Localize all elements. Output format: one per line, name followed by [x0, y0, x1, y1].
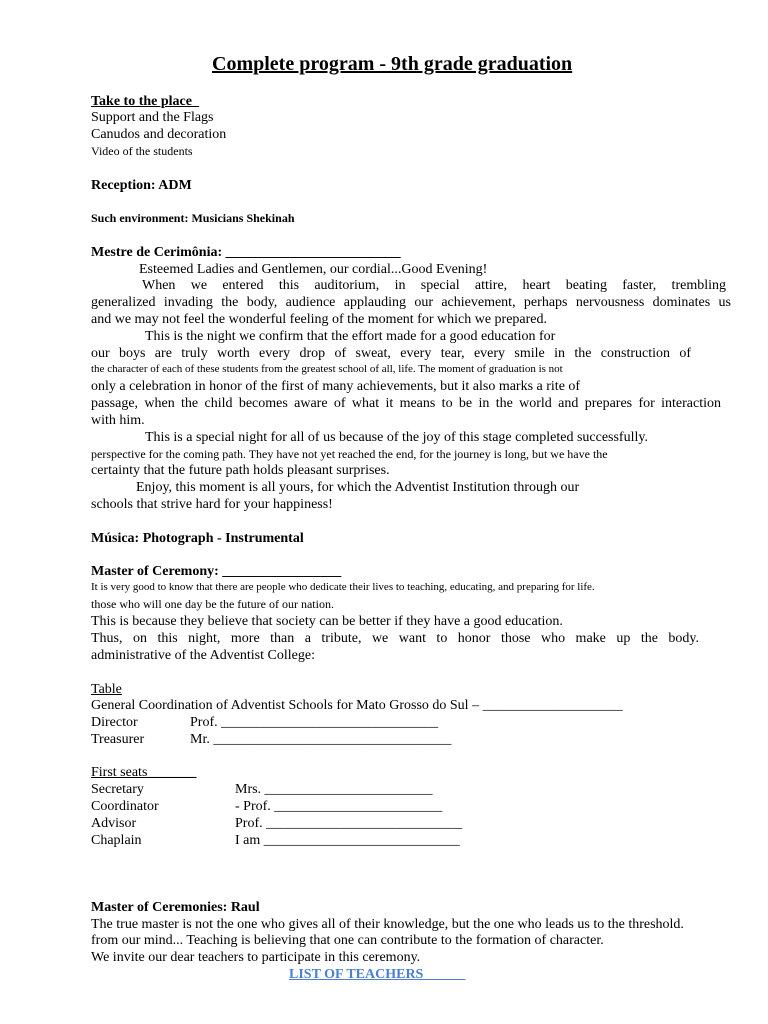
master1-line: It is very good to know that there are people who dedicate their lives to teaching, educating, and preparing for life. — [91, 581, 595, 593]
seat-value: Mrs. ________________________ — [235, 782, 433, 797]
place-item: Support and the Flags — [91, 110, 214, 125]
mestre-line: Enjoy, this moment is all yours, for which the Adventist Institution through our — [136, 480, 580, 495]
seat-role: Advisor — [91, 816, 137, 831]
mestre-heading: Mestre de Cerimônia: _________________________ — [91, 245, 401, 260]
first-seats-heading: First seats_______ — [91, 765, 197, 780]
seat-value: Prof. ____________________________ — [235, 816, 463, 831]
table-value: Mr. __________________________________ — [190, 732, 452, 747]
master1-line: Thus, on this night, more than a tribute, we want to honor those who make up the body. — [91, 631, 699, 646]
master2-heading: Master of Ceremonies: Raul — [91, 900, 260, 915]
table-heading: Table — [91, 682, 122, 697]
mestre-line: schools that strive hard for your happiness! — [91, 497, 333, 512]
seat-role: Coordinator — [91, 799, 159, 814]
mestre-line: This is a special night for all of us because of the joy of this stage completed successfully. — [145, 430, 648, 445]
mestre-line: with him. — [91, 413, 145, 428]
mestre-line: generalized invading the body, audience applauding our achievement, perhaps nervousness dominates us — [91, 295, 731, 310]
master1-heading: Master of Ceremony: _________________ — [91, 564, 342, 579]
place-item: Video of the students — [91, 144, 193, 158]
environment-line: Such environment: Musicians Shekinah — [91, 211, 295, 225]
page-title: Complete program - 9th grade graduation — [212, 53, 573, 75]
mestre-line: and we may not feel the wonderful feeling of the moment for which we prepared. — [91, 312, 547, 327]
seat-role: Chaplain — [91, 833, 142, 848]
master1-line: administrative of the Adventist College: — [91, 648, 315, 663]
mestre-line: only a celebration in honor of the first of many achievements, but it also marks a rite of — [91, 379, 581, 394]
master2-line: The true master is not the one who gives all of their knowledge, but the one who leads us to the threshold. — [91, 917, 684, 932]
mestre-line: passage, when the child becomes aware of what it means to be in the world and prepares for interaction — [91, 396, 721, 411]
reception-heading: Reception: ADM — [91, 178, 192, 193]
place-item: Canudos and decoration — [91, 127, 227, 142]
master2-line: We invite our dear teachers to participate in this ceremony. — [91, 950, 421, 965]
mestre-line: our boys are truly worth every drop of sweat, every tear, every smile in the construction of — [91, 346, 691, 361]
master2-line: from our mind... Teaching is believing that one can contribute to the formation of character. — [91, 933, 604, 948]
seat-role: Secretary — [91, 782, 144, 797]
table-role: Director — [91, 715, 138, 730]
mestre-line: Esteemed Ladies and Gentlemen, our cordial...Good Evening! — [139, 262, 488, 277]
mestre-line: perspective for the coming path. They have not yet reached the end, for the journey is long, but we have the — [91, 447, 608, 461]
table-coord: General Coordination of Adventist Schools for Mato Grosso do Sul – ____________________ — [91, 698, 623, 713]
place-heading: Take to the place_ — [91, 94, 199, 109]
table-value: Prof. _______________________________ — [190, 715, 439, 730]
table-role: Treasurer — [91, 732, 145, 747]
list-of-teachers-link[interactable]: LIST OF TEACHERS______ — [289, 967, 466, 982]
seat-value: I am ____________________________ — [235, 833, 460, 848]
master1-line: those who will one day be the future of our nation. — [91, 597, 334, 611]
mestre-line: This is the night we confirm that the effort made for a good education for — [145, 329, 556, 344]
musica-heading: Música: Photograph - Instrumental — [91, 531, 304, 546]
seat-value: - Prof. ________________________ — [235, 799, 443, 814]
mestre-line: When we entered this auditorium, in special attire, heart beating faster, trembling — [142, 278, 726, 293]
master1-line: This is because they believe that society can be better if they have a good education. — [91, 614, 563, 629]
mestre-line: the character of each of these students from the greatest school of all, life. The moment of graduation is not — [91, 363, 563, 375]
mestre-line: certainty that the future path holds pleasant surprises. — [91, 463, 390, 478]
